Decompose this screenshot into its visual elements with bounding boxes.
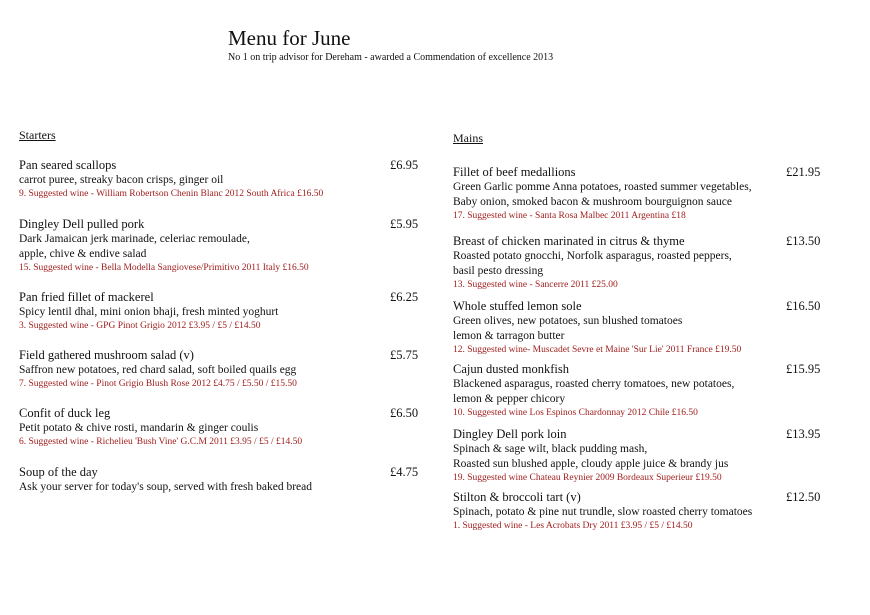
item-price: £13.50	[786, 234, 821, 248]
menu-item	[453, 362, 823, 420]
item-wine-suggestion: 1. Suggested wine - Les Acrobats Dry 2011 £3.95 / £5 / £14.50	[453, 521, 693, 531]
item-wine-suggestion: 7. Suggested wine - Pinot Grigio Blush Rose 2012 £4.75 / £5.50 / £15.50	[19, 379, 297, 389]
item-description: Roasted potato gnocchi, Norfolk asparagus, roasted peppers,	[453, 250, 732, 262]
item-name: Dingley Dell pork loin	[453, 427, 567, 441]
item-wine-suggestion: 17. Suggested wine - Santa Rosa Malbec 2011 Argentina £18	[453, 211, 686, 221]
menu-item	[19, 348, 421, 391]
item-name: Soup of the day	[19, 465, 98, 479]
item-wine-suggestion: 12. Suggested wine- Muscadet Sevre et Maine 'Sur Lie' 2011 France £19.50	[453, 345, 742, 355]
item-name: Stilton & broccoli tart (v)	[453, 490, 581, 504]
menu-item	[453, 165, 823, 223]
item-wine-suggestion: 9. Suggested wine - William Robertson Chenin Blanc 2012 South Africa £16.50	[19, 189, 324, 199]
item-price: £6.25	[390, 290, 419, 304]
starters-heading: Starters	[19, 128, 56, 142]
item-description: apple, chive & endive salad	[19, 248, 147, 260]
item-description: Blackened asparagus, roasted cherry tomatoes, new potatoes,	[453, 378, 735, 390]
item-description: Baby onion, smoked bacon & mushroom bourguignon sauce	[453, 196, 732, 208]
item-description: Green olives, new potatoes, sun blushed tomatoes	[453, 315, 683, 327]
item-description: lemon & tarragon butter	[453, 330, 565, 342]
item-name: Cajun dusted monkfish	[453, 362, 569, 376]
item-description: Saffron new potatoes, red chard salad, soft boiled quails egg	[19, 364, 297, 376]
item-price: £5.75	[390, 348, 419, 362]
item-name: Dingley Dell pulled pork	[19, 217, 145, 231]
menu-item	[453, 427, 823, 485]
item-name: Pan fried fillet of mackerel	[19, 290, 154, 304]
item-name: Confit of duck leg	[19, 406, 111, 420]
menu-item	[19, 465, 421, 495]
item-price: £15.95	[786, 362, 821, 376]
item-name: Field gathered mushroom salad (v)	[19, 348, 194, 362]
item-description: Green Garlic pomme Anna potatoes, roasted summer vegetables,	[453, 181, 752, 193]
item-price: £4.75	[390, 465, 419, 479]
item-wine-suggestion: 13. Suggested wine - Sancerre 2011 £25.00	[453, 280, 618, 290]
item-price: £6.95	[390, 158, 419, 172]
item-wine-suggestion: 10. Suggested wine Los Espinos Chardonnay 2012 Chile £16.50	[453, 408, 698, 418]
item-description: Spicy lentil dhal, mini onion bhaji, fresh minted yoghurt	[19, 306, 279, 318]
menu-item	[19, 217, 421, 275]
item-description: Spinach & sage wilt, black pudding mash,	[453, 443, 648, 455]
item-price: £21.95	[786, 165, 821, 179]
item-price: £16.50	[786, 299, 821, 313]
item-name: Breast of chicken marinated in citrus & thyme	[453, 234, 685, 248]
item-name: Pan seared scallops	[19, 158, 117, 172]
item-description: Ask your server for today's soup, served with fresh baked bread	[19, 481, 313, 493]
item-description: basil pesto dressing	[453, 265, 544, 277]
item-wine-suggestion: 3. Suggested wine - GPG Pinot Grigio 2012 £3.95 / £5 / £14.50	[19, 321, 261, 331]
page-title: Menu for June	[228, 26, 351, 50]
item-name: Fillet of beef medallions	[453, 165, 576, 179]
menu-item	[19, 406, 421, 449]
item-wine-suggestion: 6. Suggested wine - Richelieu 'Bush Vine' G.C.M 2011 £3.95 / £5 / £14.50	[19, 437, 303, 447]
item-wine-suggestion: 19. Suggested wine Chateau Reynier 2009 Bordeaux Superieur £19.50	[453, 473, 722, 483]
item-wine-suggestion: 15. Suggested wine - Bella Modella Sangiovese/Primitivo 2011 Italy £16.50	[19, 263, 309, 273]
item-price: £5.95	[390, 217, 419, 231]
menu-item	[453, 490, 823, 533]
page-subtitle: No 1 on trip advisor for Dereham - awarded a Commendation of excellence 2013	[228, 52, 554, 63]
item-description: Spinach, potato & pine nut trundle, slow roasted cherry tomatoes	[453, 506, 753, 518]
menu-item	[453, 299, 823, 357]
item-description: Dark Jamaican jerk marinade, celeriac remoulade,	[19, 233, 250, 245]
item-description: Petit potato & chive rosti, mandarin & ginger coulis	[19, 422, 259, 434]
item-description: Roasted sun blushed apple, cloudy apple juice & brandy jus	[453, 458, 729, 470]
item-price: £12.50	[786, 490, 821, 504]
menu-item	[19, 290, 421, 333]
menu-item	[19, 158, 421, 201]
mains-heading: Mains	[453, 131, 483, 145]
item-name: Whole stuffed lemon sole	[453, 299, 582, 313]
item-price: £13.95	[786, 427, 821, 441]
menu-item	[453, 234, 823, 292]
item-description: lemon & pepper chicory	[453, 393, 566, 405]
item-price: £6.50	[390, 406, 419, 420]
item-description: carrot puree, streaky bacon crisps, ginger oil	[19, 174, 224, 186]
